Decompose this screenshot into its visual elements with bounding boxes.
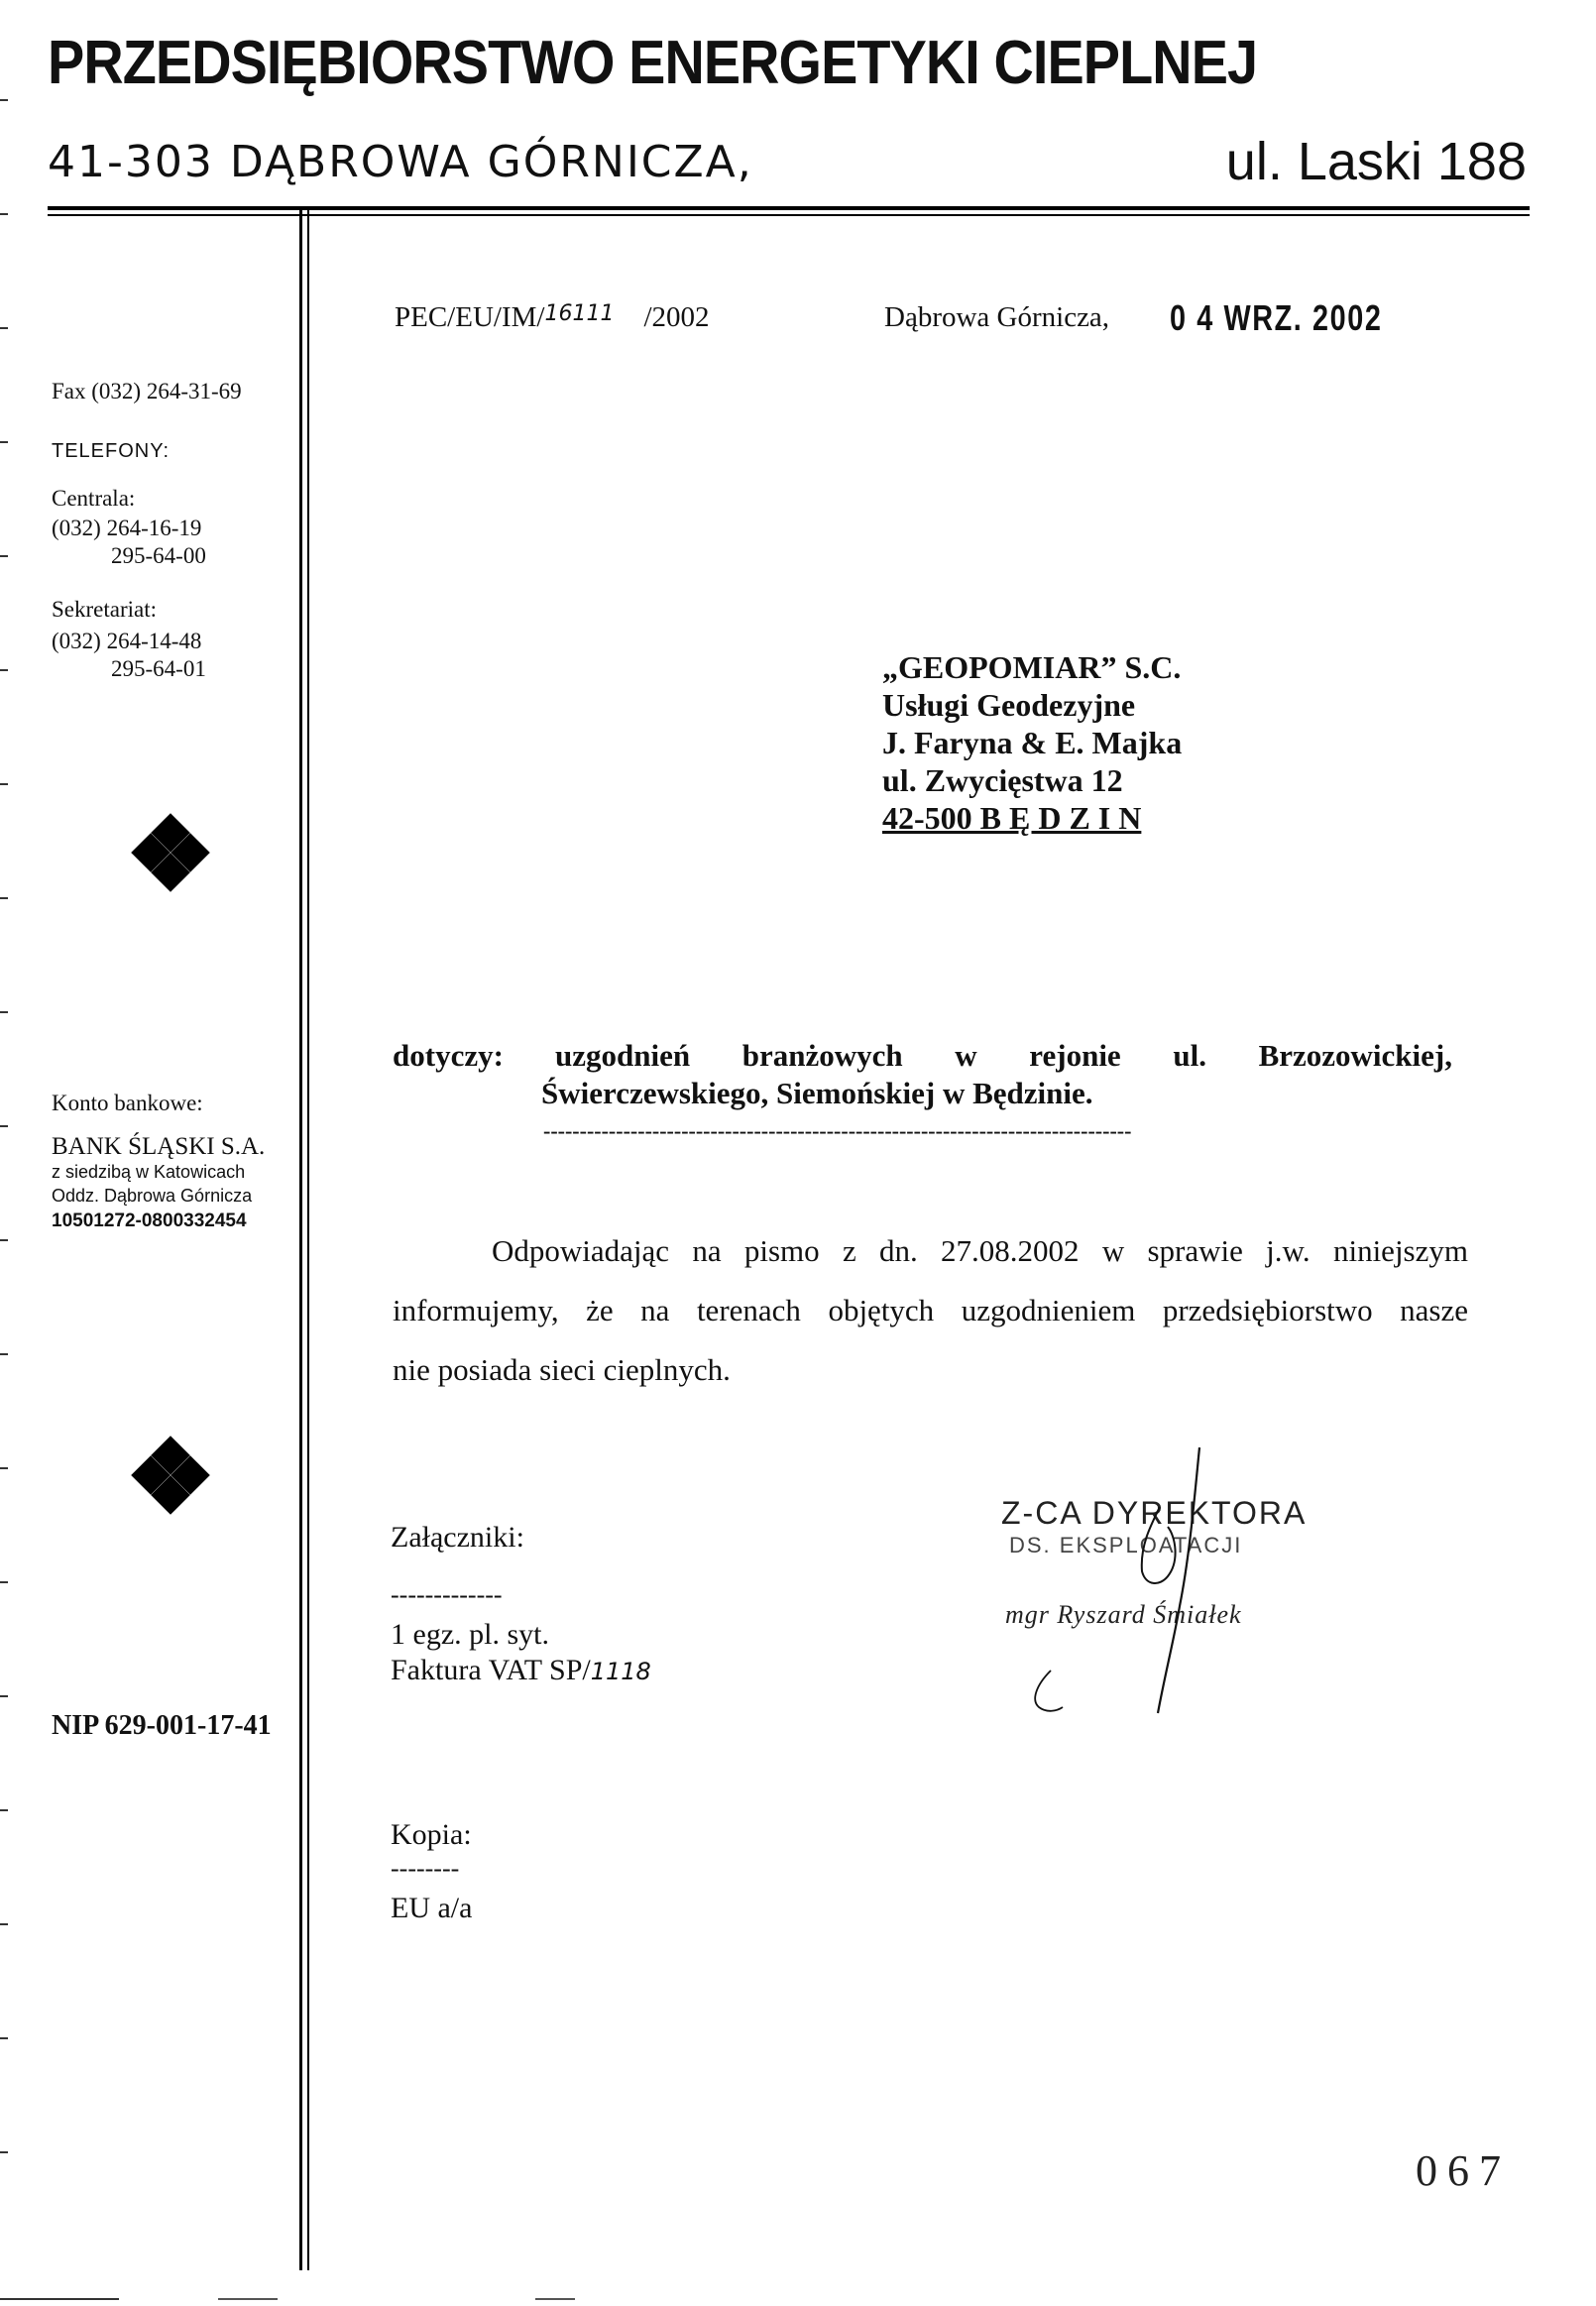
phones-heading: TELEFONY: xyxy=(52,440,171,462)
margin-tick xyxy=(0,897,8,899)
margin-tick xyxy=(0,783,8,785)
subject-line-2: Świerczewskiego, Siemońskiej w Będzinie. xyxy=(541,1076,1093,1110)
attachment-item-2 xyxy=(391,1654,651,1687)
margin-tick xyxy=(0,99,8,101)
margin-tick xyxy=(0,2151,8,2153)
bank-account-label: Konto bankowe: xyxy=(52,1091,203,1115)
recipient-name: „GEOPOMIAR” S.C. xyxy=(882,649,1182,685)
signature-name: mgr Ryszard Śmiałek xyxy=(1005,1600,1242,1629)
margin-tick xyxy=(0,1809,8,1811)
attachment-item-2-text: Faktura VAT SP/ xyxy=(391,1654,591,1686)
margin-tick xyxy=(0,555,8,557)
bank-seat: z siedzibą w Katowicach xyxy=(52,1162,246,1182)
attachment-item-2-handwritten: 1118 xyxy=(590,1658,651,1685)
company-name: PRZEDSIĘBIORSTWO ENERGETYKI CIEPLNEJ xyxy=(48,29,1258,97)
scan-edge-line xyxy=(0,2298,119,2300)
bank-account-number: 10501272-0800332454 xyxy=(52,1211,247,1231)
header-rule-thin xyxy=(48,214,1530,216)
attachments-label: Załączniki: xyxy=(391,1521,524,1554)
diamond-ornament-icon xyxy=(131,813,210,892)
header-rule-thick xyxy=(48,206,1530,210)
margin-tick xyxy=(0,213,8,215)
nip-number: NIP 629-001-17-41 xyxy=(52,1710,272,1741)
central-label: Centrala: xyxy=(52,486,136,511)
secretariat-phone-2: 295-64-01 xyxy=(111,656,206,681)
subject-line-1: uzgodnień branżowych w rejonie ul. Brzozowickiej, xyxy=(555,1038,1452,1073)
subject-label: dotyczy: xyxy=(393,1038,504,1073)
letter-place: Dąbrowa Górnicza, xyxy=(884,301,1110,333)
reference-number xyxy=(395,301,710,334)
recipient-city: 42-500 B Ę D Z I N xyxy=(882,800,1142,836)
secretariat-phone-1: (032) 264-14-48 xyxy=(52,629,202,653)
bank-name: BANK ŚLĄSKI S.A. xyxy=(52,1133,266,1160)
margin-tick xyxy=(0,1923,8,1925)
signature-title: Z-CA DYREKTORA xyxy=(1001,1495,1308,1531)
attachment-item-1: 1 egz. pl. syt. xyxy=(391,1618,549,1651)
letter-body xyxy=(393,1221,1468,1400)
recipient-address xyxy=(882,648,1182,837)
copy-label: Kopia: xyxy=(391,1818,472,1851)
recipient-service: Usługi Geodezyjne xyxy=(882,687,1136,723)
margin-tick xyxy=(0,2037,8,2039)
margin-tick xyxy=(0,1353,8,1355)
scan-edge-line xyxy=(535,2298,575,2300)
reference-suffix: /2002 xyxy=(643,301,710,333)
copy-recipient: EU a/a xyxy=(391,1892,473,1924)
stamped-date: 0 4 WRZ. 2002 xyxy=(1170,297,1383,338)
margin-tick xyxy=(0,1239,8,1241)
margin-tick xyxy=(0,1695,8,1697)
margin-tick xyxy=(0,669,8,671)
body-line-2: informujemy, że na terenach objętych uzgodnieniem przedsiębiorstwo nasze xyxy=(393,1293,1468,1327)
recipient-owners: J. Faryna & E. Majka xyxy=(882,725,1183,760)
secretariat-label: Sekretariat: xyxy=(52,597,158,622)
central-phone-2: 295-64-00 xyxy=(111,543,206,568)
handwritten-signature xyxy=(991,1438,1229,1725)
scan-edge-line xyxy=(218,2298,278,2300)
diamond-ornament-icon xyxy=(131,1436,210,1515)
margin-tick xyxy=(0,1125,8,1127)
margin-tick xyxy=(0,441,8,443)
margin-tick xyxy=(0,1581,8,1583)
company-address-city: 41-303 DĄBROWA GÓRNICZA, xyxy=(48,137,753,187)
central-phone-1: (032) 264-16-19 xyxy=(52,516,202,540)
copy-dashes: -------- xyxy=(391,1854,460,1883)
margin-tick xyxy=(0,327,8,329)
company-address-street: ul. Laski 188 xyxy=(1225,132,1527,191)
margin-tick xyxy=(0,1467,8,1469)
margin-tick xyxy=(0,1011,8,1013)
reference-prefix: PEC/EU/IM/ xyxy=(395,301,545,333)
sidebar-divider-thin xyxy=(307,208,309,2270)
sidebar-divider-thick xyxy=(299,208,302,2270)
body-line-1: Odpowiadając na pismo z dn. 27.08.2002 w sprawie j.w. niniejszym xyxy=(492,1233,1468,1268)
fax-number: Fax (032) 264-31-69 xyxy=(52,379,242,404)
bank-branch: Oddz. Dąbrowa Górnicza xyxy=(52,1186,253,1206)
attachments-dashes: ------------- xyxy=(391,1580,503,1609)
recipient-street: ul. Zwycięstwa 12 xyxy=(882,762,1123,798)
signature-department: DS. EKSPLOATACJI xyxy=(1009,1533,1243,1557)
reference-handwritten: 16111 xyxy=(544,301,615,326)
body-line-3: nie posiada sieci cieplnych. xyxy=(393,1352,731,1387)
subject-underline-dashes: --------------------------------------------------------------------------------- xyxy=(543,1118,1132,1143)
page-number: 067 xyxy=(1416,2146,1511,2195)
